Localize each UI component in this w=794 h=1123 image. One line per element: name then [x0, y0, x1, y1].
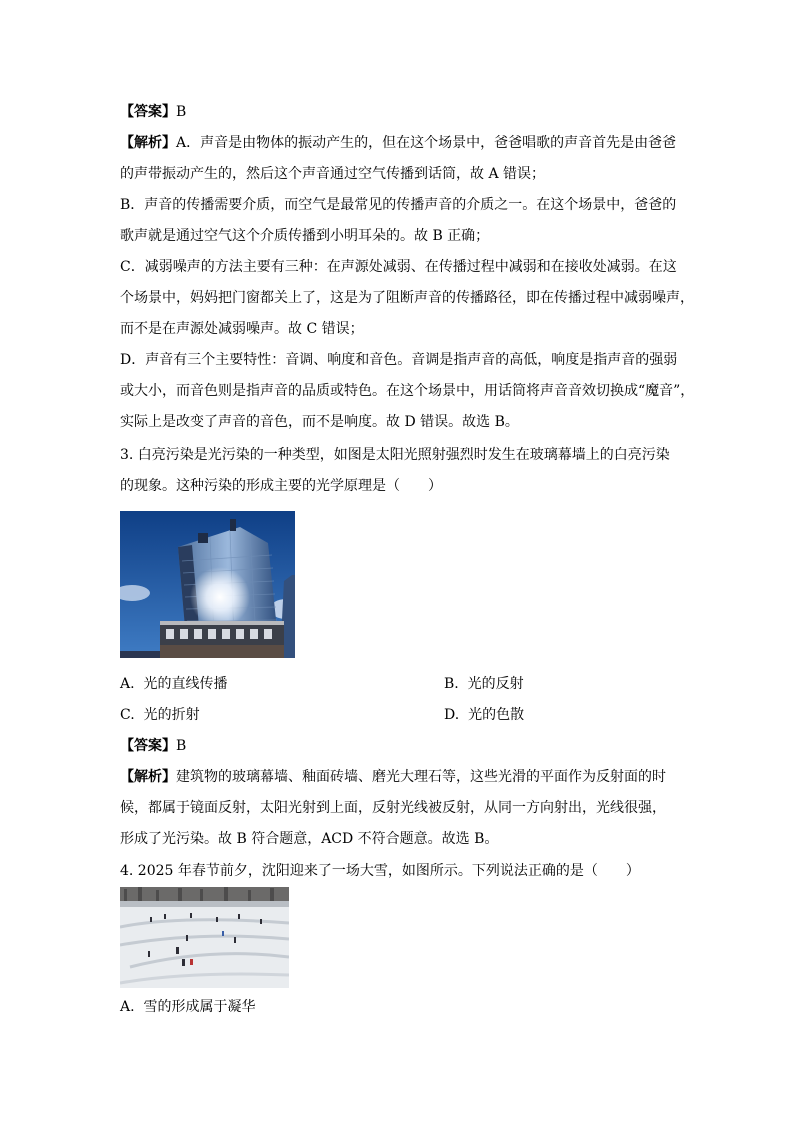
- q3-option-b: [444, 674, 524, 694]
- q3-option-a: [120, 674, 227, 694]
- q2-analysis-line-10: 实际上是改变了声音的音色，而不是响度。故 D 错误。故选 B。: [120, 414, 519, 430]
- answer-tag: 【答案】: [120, 738, 176, 754]
- q3-analysis-line-1: [120, 767, 666, 787]
- snow-scene-photo: [120, 887, 289, 988]
- q3-option-d: [444, 705, 524, 725]
- option-letter: D.: [444, 707, 460, 723]
- q2-analysis-line-3: B．声音的传播需要介质，而空气是最常见的传播声音的介质之一。在这个场景中，爸爸的: [120, 197, 677, 213]
- q2-analysis-line-5: C．减弱噪声的方法主要有三种：在声源处减弱、在传播过程中减弱和在接收处减弱。在这: [120, 259, 677, 275]
- q3-option-c: [120, 705, 200, 725]
- q2-analysis-line-6: 个场景中，妈妈把门窗都关上了，这是为了阻断声音的传播路径，即在传播过程中减弱噪声，: [120, 290, 694, 306]
- q2-answer-line: [120, 102, 186, 122]
- q4-stem-line: 4. 2025 年春节前夕，沈阳迎来了一场大雪，如图所示。下列说法正确的是（ ）: [120, 863, 640, 879]
- option-text: 光的反射: [467, 676, 524, 692]
- option-text: 光的折射: [143, 707, 200, 723]
- q2-analysis-line-1: [120, 133, 676, 153]
- q3-analysis-line-2: 候，都属于镜面反射，太阳光射到上面，反射光线被反射，从同一方向射出，光线很强，: [120, 800, 666, 816]
- option-letter: A.: [120, 676, 135, 692]
- q3-answer-line: [120, 736, 186, 756]
- option-text: 光的色散: [468, 707, 525, 723]
- q3-analysis-line-3: 形成了光污染。故 B 符合题意，ACD 不符合题意。故选 B。: [120, 831, 499, 847]
- analysis-text: A．声音是由物体的振动产生的，但在这个场景中，爸爸唱歌的声音首先是由爸爸: [176, 135, 677, 151]
- glass-building-photo: [120, 511, 295, 658]
- analysis-text: 建筑物的玻璃幕墙、釉面砖墙、磨光大理石等，这些光滑的平面作为反射面的时: [176, 769, 666, 785]
- answer-tag: 【答案】: [120, 104, 176, 120]
- option-letter: C.: [120, 707, 135, 723]
- option-letter: B.: [444, 676, 459, 692]
- answer-value: B: [176, 104, 187, 120]
- analysis-tag: 【解析】: [120, 769, 176, 785]
- option-text: 雪的形成属于凝华: [143, 999, 256, 1015]
- analysis-tag: 【解析】: [120, 135, 176, 151]
- q2-analysis-line-4: 歌声就是通过空气这个介质传播到小明耳朵的。故 B 正确；: [120, 228, 490, 244]
- q3-stem-line-1: 3. 白亮污染是光污染的一种类型，如图是太阳光照射强烈时发生在玻璃幕墙上的白亮污染: [120, 447, 670, 463]
- q3-stem-line-2: 的现象。这种污染的形成主要的光学原理是（ ）: [120, 478, 442, 494]
- option-text: 光的直线传播: [143, 676, 228, 692]
- q2-analysis-line-9: 或大小，而音色则是指声音的品质或特色。在这个场景中，用话筒将声音音效切换成“魔音”，: [120, 383, 695, 399]
- answer-value: B: [176, 738, 187, 754]
- q2-analysis-line-7: 而不是在声源处减弱噪声。故 C 错误；: [120, 321, 364, 337]
- option-letter: A.: [120, 999, 135, 1015]
- q2-analysis-line-8: D．声音有三个主要特性：音调、响度和音色。音调是指声音的高低，响度是指声音的强弱: [120, 352, 678, 368]
- q4-option-a: [120, 997, 255, 1017]
- q2-analysis-line-2: 的声带振动产生的，然后这个声音通过空气传播到话筒，故 A 错误；: [120, 166, 546, 182]
